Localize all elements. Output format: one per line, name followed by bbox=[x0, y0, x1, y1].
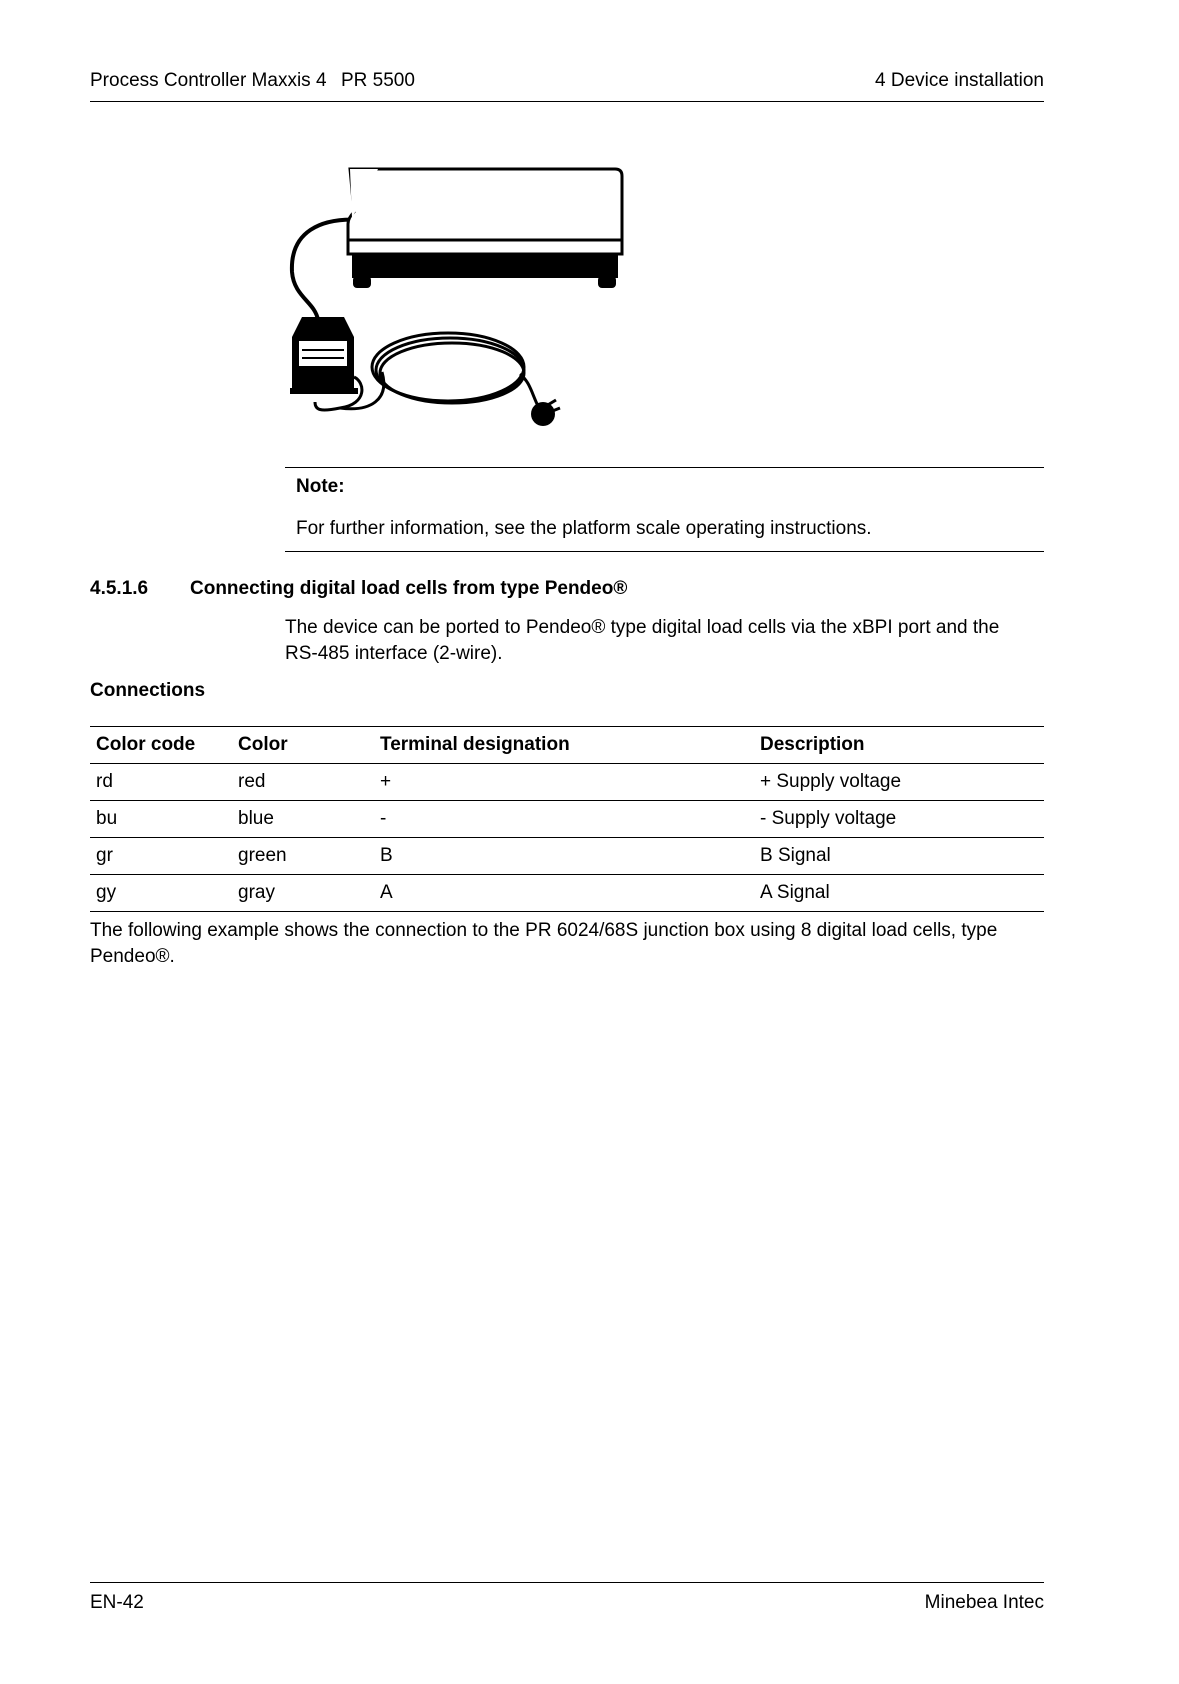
header-doc-title: Process Controller Maxxis 4 bbox=[90, 70, 327, 91]
footer-rule bbox=[90, 1582, 1044, 1583]
cell-description: - Supply voltage bbox=[754, 801, 1044, 838]
cell-description: B Signal bbox=[754, 838, 1044, 875]
note-title: Note: bbox=[296, 476, 345, 497]
cell-terminal: + bbox=[374, 764, 754, 801]
column-header-description: Description bbox=[754, 727, 1044, 764]
section-intro-line2: RS-485 interface (2-wire). bbox=[285, 643, 503, 664]
section-number: 4.5.1.6 bbox=[90, 578, 149, 599]
footer-company: Minebea Intec bbox=[924, 1592, 1044, 1613]
table-row bbox=[90, 801, 1044, 838]
header-chapter: 4 Device installation bbox=[875, 70, 1044, 91]
table-row bbox=[90, 875, 1044, 912]
connections-heading: Connections bbox=[90, 680, 206, 701]
cell-terminal: - bbox=[374, 801, 754, 838]
note-text: For further information, see the platform scale operating instructions. bbox=[296, 518, 872, 539]
footer-page-number: EN-42 bbox=[90, 1592, 144, 1613]
platform-scale-illustration bbox=[280, 162, 640, 442]
closing-line2: Pendeo®. bbox=[90, 946, 175, 967]
header-model: PR 5500 bbox=[341, 70, 415, 91]
column-header-color-code: Color code bbox=[90, 727, 232, 764]
cell-color-code: gy bbox=[90, 875, 232, 912]
note-bottom-rule bbox=[285, 551, 1044, 552]
table-header-row bbox=[90, 727, 1044, 764]
cell-description: + Supply voltage bbox=[754, 764, 1044, 801]
cell-description: A Signal bbox=[754, 875, 1044, 912]
cell-color: green bbox=[232, 838, 374, 875]
cell-color-code: gr bbox=[90, 838, 232, 875]
cell-color: gray bbox=[232, 875, 374, 912]
connections-table bbox=[90, 726, 1044, 912]
cell-terminal: A bbox=[374, 875, 754, 912]
cell-terminal: B bbox=[374, 838, 754, 875]
cell-color-code: rd bbox=[90, 764, 232, 801]
closing-line1: The following example shows the connection to the PR 6024/68S junction box using 8 digital load cells, type bbox=[90, 920, 998, 941]
header-rule bbox=[90, 101, 1044, 102]
cell-color: blue bbox=[232, 801, 374, 838]
section-title: Connecting digital load cells from type Pendeo® bbox=[190, 578, 628, 599]
note-top-rule bbox=[285, 467, 1044, 468]
column-header-color: Color bbox=[232, 727, 374, 764]
cell-color: red bbox=[232, 764, 374, 801]
table-row bbox=[90, 838, 1044, 875]
column-header-terminal: Terminal designation bbox=[374, 727, 754, 764]
section-intro-line1: The device can be ported to Pendeo® type digital load cells via the xBPI port and the bbox=[285, 617, 1000, 638]
table-row bbox=[90, 764, 1044, 801]
cell-color-code: bu bbox=[90, 801, 232, 838]
